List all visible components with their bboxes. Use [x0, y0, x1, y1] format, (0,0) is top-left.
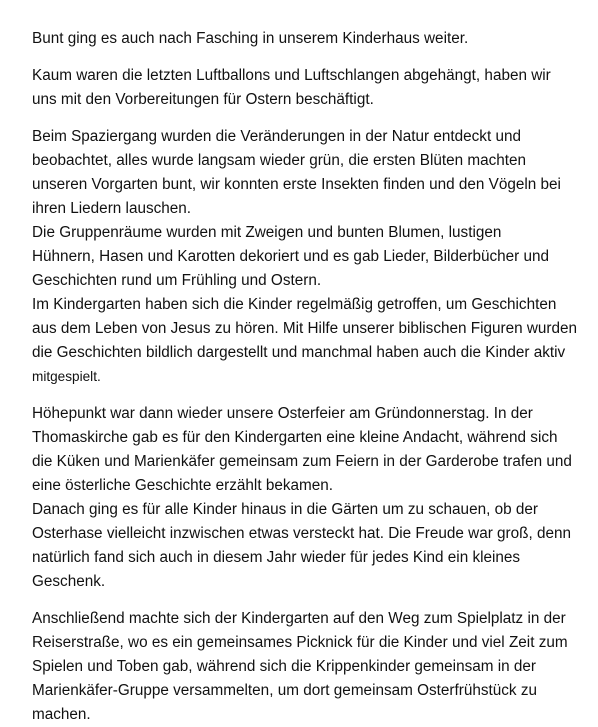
text-line: Anschließend machte sich der Kindergarten auf den Weg zum Spielplatz in der [32, 610, 566, 627]
text-line: Die Gruppenräume wurden mit Zweigen und bunten Blumen, lustigen [32, 224, 502, 241]
paragraph [32, 125, 584, 221]
text-line: unseren Vorgarten bunt, wir konnten erste Insekten finden und den Vögeln bei [32, 176, 561, 193]
paragraph [32, 293, 584, 389]
text-line: Hühnern, Hasen und Karotten dekoriert und es gab Lieder, Bilderbücher und [32, 248, 550, 265]
text-line: uns mit den Vorbereitungen für Ostern beschäftigt. [32, 91, 374, 108]
text-line: Höhepunkt war dann wieder unsere Osterfeier am Gründonnerstag. In der [32, 405, 533, 422]
text-line: natürlich fand sich auch in diesem Jahr wieder für jedes Kind ein kleines [32, 549, 521, 566]
paragraph [32, 64, 584, 112]
text-line: Reiserstraße, wo es ein gemeinsames Picknick für die Kinder und viel Zeit zum [32, 634, 568, 651]
text-line: Danach ging es für alle Kinder hinaus in die Gärten um zu schauen, ob der [32, 501, 538, 518]
text-line: die Küken und Marienkäfer gemeinsam zum Feiern in der Garderobe trafen und [32, 453, 572, 470]
text-line: die Geschichten bildlich dargestellt und manchmal haben auch die Kinder aktiv [32, 344, 566, 361]
text-line: Spielen und Toben gab, während sich die Krippenkinder gemeinsam in der [32, 658, 536, 675]
text-line: Osterhase vielleicht inzwischen etwas versteckt hat. Die Freude war groß, denn [32, 525, 572, 542]
text-line: Bunt ging es auch nach Fasching in unserem Kinderhaus weiter. [32, 30, 469, 47]
text-line: aus dem Leben von Jesus zu hören. Mit Hilfe unserer biblischen Figuren wurden [32, 320, 578, 337]
paragraph [32, 402, 584, 498]
text-line: Geschichten rund um Frühling und Ostern. [32, 272, 322, 289]
text-line: Marienkäfer-Gruppe versammelten, um dort gemeinsam Osterfrühstück zu [32, 682, 537, 699]
text-line: mitgespielt. [32, 369, 101, 384]
text-line: machen. [32, 706, 91, 723]
text-line: ihren Liedern lauschen. [32, 200, 192, 217]
paragraph [32, 221, 584, 293]
paragraph [32, 498, 584, 594]
text-line: Im Kindergarten haben sich die Kinder regelmäßig getroffen, um Geschichten [32, 296, 557, 313]
paragraph [32, 27, 584, 51]
document-body [32, 27, 584, 727]
text-line: Beim Spaziergang wurden die Veränderungen in der Natur entdeckt und [32, 128, 521, 145]
text-line: Thomaskirche gab es für den Kindergarten eine kleine Andacht, während sich [32, 429, 558, 446]
text-line: Kaum waren die letzten Luftballons und Luftschlangen abgehängt, haben wir [32, 67, 551, 84]
text-line: eine österliche Geschichte erzählt bekamen. [32, 477, 334, 494]
text-line: beobachtet, alles wurde langsam wieder grün, die ersten Blüten machten [32, 152, 527, 169]
text-line: Geschenk. [32, 573, 106, 590]
paragraph [32, 607, 584, 727]
